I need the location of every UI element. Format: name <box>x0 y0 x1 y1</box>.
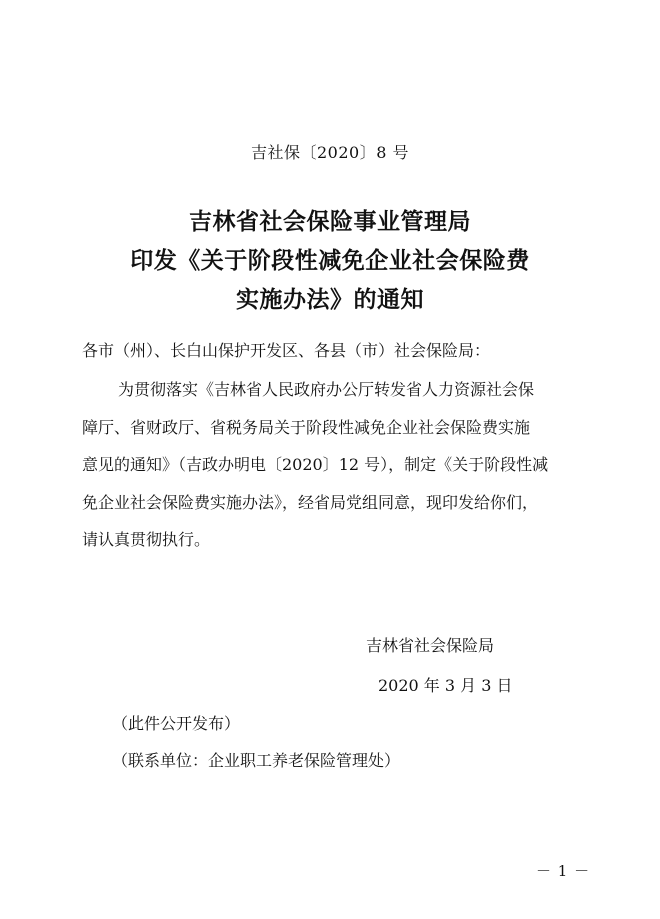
contact-note: （联系单位：企业职工养老保险管理处） <box>112 751 401 770</box>
document-number: 吉社保〔2020〕8 号 <box>251 143 409 162</box>
signature-date: 2020 年 3 月 3 日 <box>378 676 513 695</box>
title-line-1: 吉林省社会保险事业管理局 <box>189 209 471 235</box>
page-number: － 1 － <box>536 862 591 880</box>
title-line-3: 实施办法》的通知 <box>236 287 424 313</box>
body-line-4: 免企业社会保险费实施办法》，经省局党组同意，现印发给你们， <box>82 492 539 512</box>
body-line-2: 障厅、省财政厅、省税务局关于阶段性减免企业社会保险费实施 <box>82 417 531 437</box>
body-line-5: 请认真贯彻执行。 <box>82 530 211 549</box>
body-line-1: 为贯彻落实《吉林省人民政府办公厅转发省人力资源社会保 <box>118 380 535 399</box>
title-line-2: 印发《关于阶段性减免企业社会保险费 <box>130 248 530 274</box>
document-title <box>0 203 660 320</box>
signature-organization: 吉林省社会保险局 <box>366 636 495 655</box>
body-line-3: 意见的通知》（吉政办明电〔2020〕12 号），制定《关于阶段性减 <box>82 455 549 474</box>
recipient-line: 各市（州）、长白山保护开发区、各县（市）社会保险局： <box>82 341 491 360</box>
body-paragraph <box>82 371 582 559</box>
publication-note: （此件公开发布） <box>112 714 241 733</box>
